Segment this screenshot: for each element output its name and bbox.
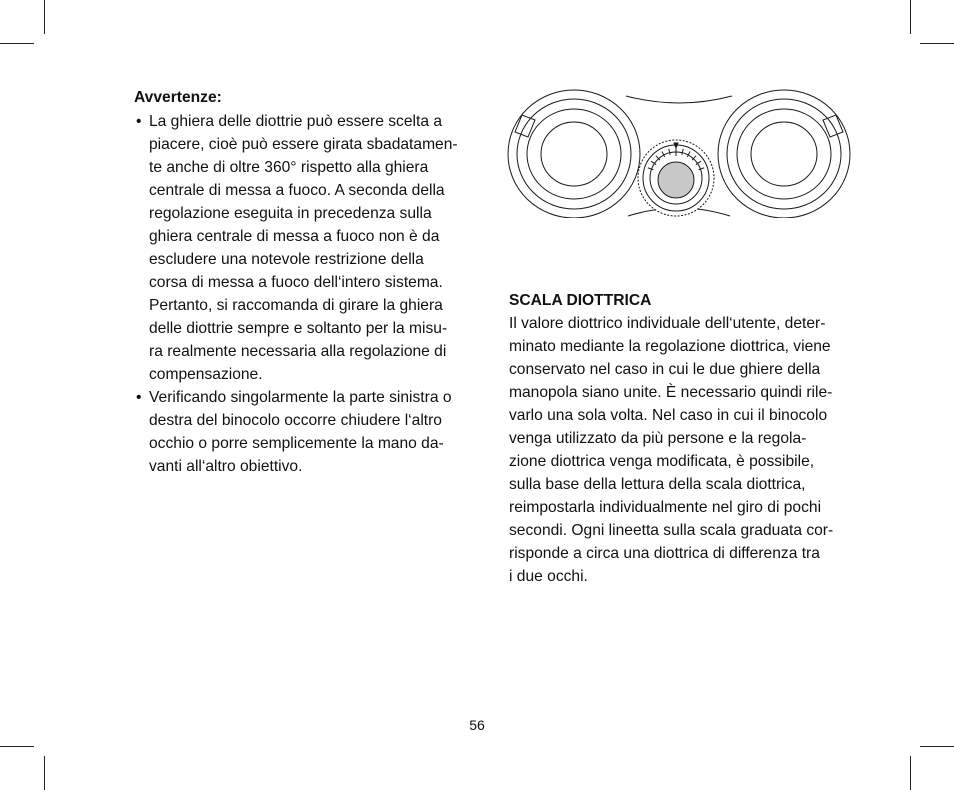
bullet-dot: •: [136, 389, 142, 406]
left-eyepiece-lens: [541, 122, 607, 186]
warnings-heading: Avvertenze:: [134, 89, 222, 106]
page-number: 56: [469, 717, 485, 733]
crop-mark-bottom-right-v: [910, 756, 911, 790]
diopter-scale-section: [509, 289, 854, 588]
crop-mark-bottom-left-h: [0, 746, 34, 747]
right-eyepiece-lens: [751, 122, 817, 186]
crop-mark-top-right-h: [920, 43, 954, 44]
warning-text-1: La ghiera delle diottrie può essere scelta a piacere, cioè può essere girata sbadatamen- te anche di oltre 360° rispetto alla ghiera centrale di messa a fuoco. A seconda della regolazione eseguita in precedenza sulla ghiera centrale di messa a fuoco non è da escludere una notevole restrizione della corsa di messa a fuoco dell‘intero sistema. Pertanto, si raccomanda di girare la ghiera delle diottrie sempre e soltanto per la misu- ra realmente necessaria alla regolazione di compensazione.: [149, 113, 458, 383]
binocular-diopter-illustration: [506, 88, 852, 218]
crop-mark-top-right-v: [910, 0, 911, 34]
diopter-scale-text: Il valore diottrico individuale dell‘utente, deter- minato mediante la regolazione diottrica, viene conservato nel caso in cui le due ghiere della manopola siano unite. È necessario quindi rile- varlo una sola volta. Nel caso in cui il binocolo venga utilizzato da più persone e la regola- zione diottrica venga modificata, è possibile, sulla base della lettura della scala diottrica, reimpostarla individualmente nel giro di pochi secondi. Ogni lineetta sulla scala graduata cor- risponde a circa una diottrica di differenza tra i due occhi.: [509, 315, 834, 585]
diopter-scale-heading: SCALA DIOTTRICA: [509, 292, 652, 309]
focus-knob-center: [658, 162, 694, 198]
right-eyecup-ring: [727, 99, 841, 209]
crop-mark-bottom-right-h: [920, 746, 954, 747]
warning-bullet-2: [134, 386, 479, 478]
crop-mark-top-left-v: [44, 0, 45, 34]
bullet-dot: •: [136, 113, 142, 130]
left-eyecup-ring: [517, 99, 631, 209]
warning-text-2: Verificando singolarmente la parte sinistra o destra del binocolo occorre chiudere l‘altro occhio o porre semplicemente la mano da- vanti all‘altro obiettivo.: [149, 389, 452, 475]
crop-mark-top-left-h: [0, 43, 34, 44]
crop-mark-bottom-left-v: [44, 756, 45, 790]
warnings-section: [134, 86, 479, 478]
warning-bullet-1: [134, 110, 479, 386]
bridge-top-outline: [626, 96, 732, 103]
